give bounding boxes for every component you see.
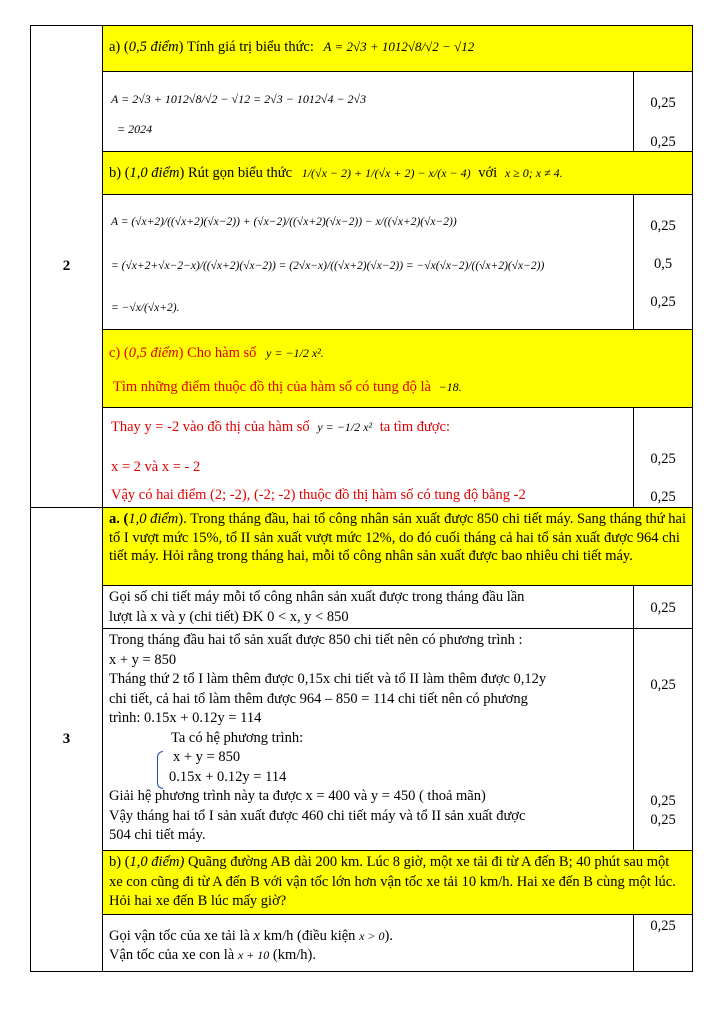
q2-part-a-header: a) (0,5 điểm) Tính giá trị biểu thức: A = 2√3 + 1012√8/√2 − √12 [103, 25, 693, 72]
q3-a-row-1-points: 0,25 [633, 586, 693, 629]
q3-b-points: 0,25 [633, 915, 693, 972]
q2-a-points: 0,25 0,25 [633, 72, 693, 152]
q2-c-points: 0,25 0,25 [633, 408, 693, 508]
question-2-number: 2 [30, 25, 103, 508]
q2-part-c-solution: Thay y = -2 vào đồ thị của hàm số y = −1/2 x² ta tìm được: x = 2 và x = - 2 Vậy có hai điểm (2; -2), (-2; -2) thuộc đồ thị hàm số có tung độ bằng -2 [103, 408, 633, 508]
q3-a-row-1: Gọi số chi tiết máy mỗi tổ công nhân sản xuất được trong tháng đầu lần lượt là x và y (chi tiết) ĐK 0 < x, y < 850 [103, 586, 633, 629]
q2-part-b-header: b) (1,0 điểm) Rút gọn biểu thức 1/(√x − 2) + 1/(√x + 2) − x/(x − 4) với x ≥ 0; x ≠ 4. [103, 152, 693, 195]
q3-a-row-2-points: 0,25 0,25 0,25 [633, 629, 693, 851]
q3-part-b-solution: Gọi vận tốc của xe tải là x km/h (điều kiện x > 0). Vận tốc của xe con là x + 10 (km/h). [103, 915, 633, 972]
q3-a-row-2: Trong tháng đầu hai tổ sản xuất được 850 chi tiết nên có phương trình : x + y = 850 Tháng thứ 2 tổ I làm thêm được 0,15x chi tiết và tổ II làm thêm được 0,12y chi tiết, cả hai tổ làm thêm được 964 – 850 = 114 chi tiết nên có phương trình: 0.15x + 0.12y = 114 Ta có hệ phương trình: x + y = 850 0.15x + 0.12y = 114 Giải hệ phương trình này ta được x = 400 và y = 450 ( thoả mãn) Vậy tháng hai tổ I sản xuất được 460 chi tiết máy và tổ II sản xuất được 504 chi tiết máy. [103, 629, 633, 851]
q3-part-b-header: b) (1,0 điểm) Quãng đường AB dài 200 km. Lúc 8 giờ, một xe tải đi từ A đến B; 40 phút sau một xe con cũng đi từ A đến B với vận tốc lớn hơn vận tốc xe tải 10 km/h. Hai xe đến B cùng một lúc. Hỏi hai xe đến B lúc mấy giờ? [103, 851, 693, 915]
question-3-number: 3 [30, 508, 103, 972]
q3-part-a-header: a. (1,0 điểm). Trong tháng đầu, hai tổ công nhân sản xuất được 850 chi tiết máy. Sang tháng thứ hai tổ I vượt mức 15%, tổ II sản xuất vượt mức 12%, do đó cuối tháng cả hai tổ sản xuất được 964 chi tiết máy. Hỏi rằng trong tháng hai, mỗi tổ công nhân sản xuất được bao nhiêu chi tiết máy. [103, 508, 693, 586]
q2-c-expression: y = −1/2 x². [266, 346, 324, 360]
q2-a-expression: A = 2√3 + 1012√8/√2 − √12 [323, 39, 475, 54]
system-brace-icon [157, 751, 163, 789]
q2-b-expression: 1/(√x − 2) + 1/(√x + 2) − x/(x − 4) [301, 166, 471, 180]
q2-b-points: 0,25 0,5 0,25 [633, 195, 693, 330]
q2-part-c-header: c) (0,5 điểm) Cho hàm số y = −1/2 x². Tìm những điểm thuộc đồ thị của hàm số có tung độ là −18. [103, 330, 693, 408]
q2-part-b-solution: A = (√x+2)/((√x+2)(√x−2)) + (√x−2)/((√x+2)(√x−2)) − x/((√x+2)(√x−2)) = (√x+2+√x−2−x)/((√x+2)(√x−2)) = (2√x−x)/((√x+2)(√x−2)) = −√x(√x−2)/((√x+2)(√x−2)) = −√x/(√x+2). [103, 195, 633, 330]
q2-part-a-solution: A = 2√3 + 1012√8/√2 − √12 = 2√3 − 1012√4 − 2√3 = 2024 [103, 72, 633, 152]
